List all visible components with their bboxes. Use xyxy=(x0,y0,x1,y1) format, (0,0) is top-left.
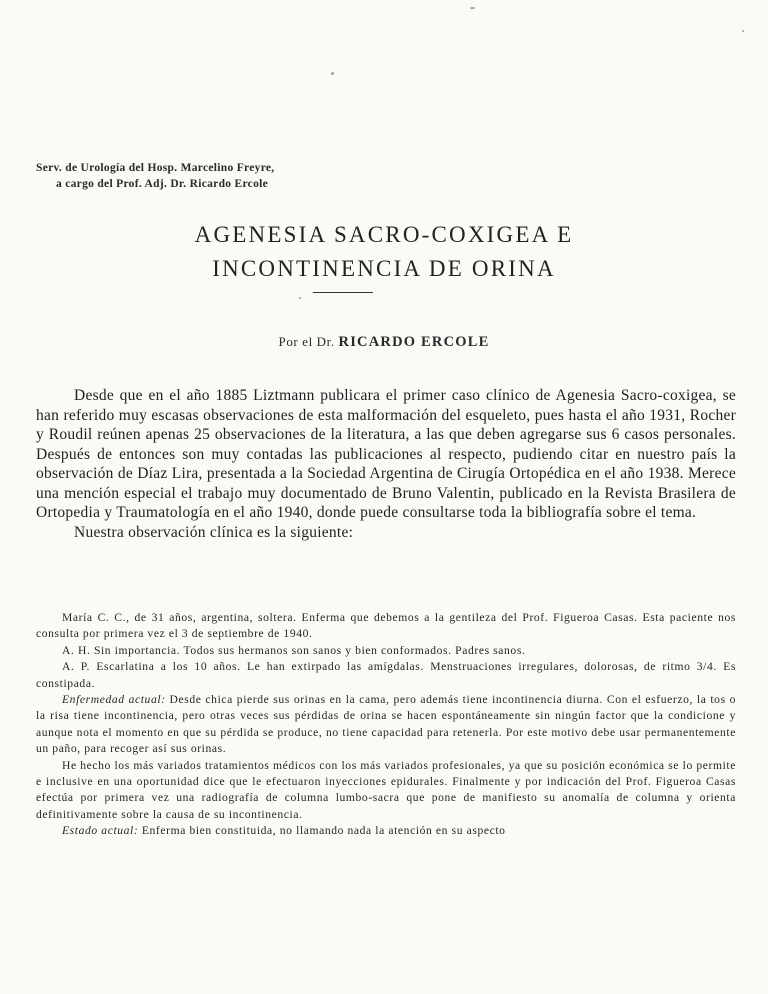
case-report xyxy=(36,610,736,840)
affiliation xyxy=(36,160,274,192)
current-illness-label: Enfermedad actual: xyxy=(62,693,166,707)
scan-speck xyxy=(331,72,334,75)
case-paragraph-treatments: He hecho los más variados tratamientos médicos con los más variados profesionales, ya que su posición económica se lo permite e inclusive en una oportunidad dice que le efectuaron inyecciones epidurales. Finalmente y por indicación del Prof. Figueroa Casas efectúa por primera vez una radiografía de columna lumbo-sacra que pone de manifiesto su anomalía de columna y orienta definitivamente sobre la causa de su incontinencia. xyxy=(36,758,736,821)
case-paragraph-personal-history: A. P. Escarlatina a los 10 años. Le han extirpado las amígdalas. Menstruaciones irregulares, dolorosas, de ritmo 3/4. Es constipada. xyxy=(36,660,736,690)
article-title xyxy=(0,218,768,286)
intro-paragraph: Desde que en el año 1885 Liztmann publicara el primer caso clínico de Agenesia Sacro-coxigea, se han referido muy escasas observaciones de esta malformación del esqueleto, pues hasta el año 1931, Rocher y Roudil reúnen apenas 25 observaciones de la literatura, a las que deben agregarse sus 6 casos personales. Después de entonces son muy contadas las publicaciones al respecto, pudiendo citar en nuestro país la observación de Díaz Lira, presentada a la Sociedad Argentina de Cirugía Ortopédica en el año 1938. Merece una mención especial el trabajo muy documentado de Bruno Valentin, publicado en la Revista Brasilera de Ortopedia y Traumatología en el año 1940, donde puede consultarse toda la bibliografía sobre el tema. xyxy=(36,387,736,521)
title-line-2: INCONTINENCIA DE ORINA xyxy=(212,256,556,281)
current-state-label: Estado actual: xyxy=(62,824,139,838)
affiliation-line-1: Serv. de Urología del Hosp. Marcelino Freyre, xyxy=(36,162,275,174)
author-name: RICARDO ERCOLE xyxy=(338,334,490,350)
intro-close: Nuestra observación clínica es la siguiente: xyxy=(74,523,354,541)
affiliation-line-2: a cargo del Prof. Adj. Dr. Ricardo Ercole xyxy=(56,178,269,190)
scan-speck xyxy=(742,30,744,32)
current-illness-text: Desde chica pierde sus orinas en la cama, pero además tiene incontinencia diurna. Con el esfuerzo, la tos o la risa tiene incontinencia, pero otras veces sus pérdidas de orina se hacen espontáneamente sin ningún factor que la condicione y aunque nota el momento en que su pérdida se produce, no tiene capacidad para retenerla. Por este motivo debe usar permanentemente un paño, para recoger así sus orinas. xyxy=(36,693,736,756)
byline xyxy=(0,334,768,351)
title-line-1: AGENESIA SACRO-COXIGEA E xyxy=(194,222,574,247)
case-paragraph-identity: María C. C., de 31 años, argentina, soltera. Enferma que debemos a la gentileza del Prof. Figueroa Casas. Esta paciente nos consulta por primera vez el 3 de septiembre de 1940. xyxy=(36,611,736,641)
scan-speck xyxy=(299,297,301,299)
case-paragraph-current-state xyxy=(36,823,736,839)
case-paragraph-family-history: A. H. Sin importancia. Todos sus hermanos son sanos y bien conformados. Padres sanos. xyxy=(62,643,526,657)
current-state-text: Enferma bien constituida, no llamando nada la atención en su aspecto xyxy=(141,824,506,838)
scan-speck xyxy=(470,7,475,9)
title-divider xyxy=(313,292,373,293)
byline-prefix: Por el Dr. xyxy=(278,334,335,349)
case-paragraph-current-illness xyxy=(36,692,736,758)
introduction xyxy=(36,386,736,542)
